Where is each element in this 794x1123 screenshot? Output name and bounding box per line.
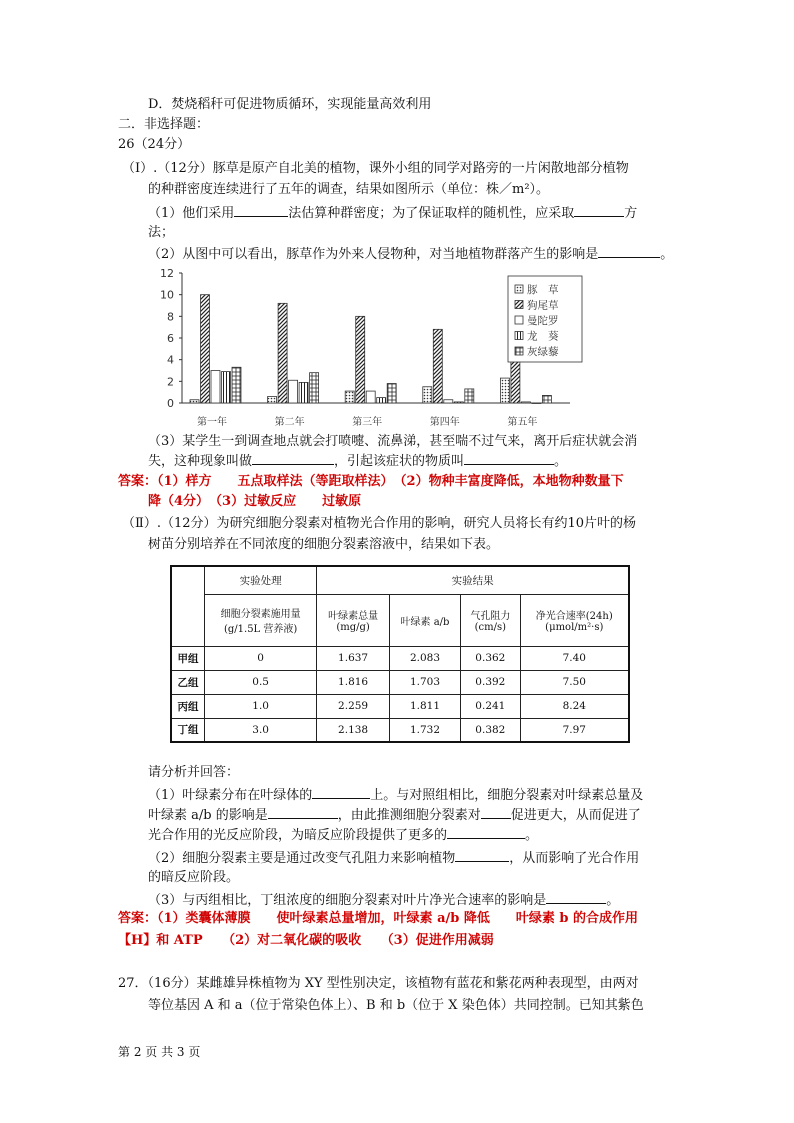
- chart-legend-label: 豚 草: [527, 284, 559, 296]
- chart-legend-swatch: [515, 301, 523, 309]
- table-cell: 2.259: [317, 694, 390, 718]
- table-cell: 1.816: [317, 670, 390, 694]
- chart-x-tick-label: 第二年: [274, 417, 305, 428]
- table-row-label: 甲组: [171, 646, 205, 670]
- chart-x-tick-label: 第五年: [507, 417, 538, 428]
- chart-bar: [211, 371, 220, 404]
- chart-bar: [444, 400, 453, 403]
- part1-answer-line2: 降（4分） （3）过敏反应 过敏原: [148, 494, 362, 509]
- page-footer: 第 2 页 共 3 页: [118, 1045, 201, 1059]
- table-group-header-results: 实验结果: [317, 566, 629, 594]
- part2-answer-line1: 答案：（1）类囊体薄膜 使叶绿素总量增加，叶绿素 a/b 降低 叶绿素 b 的合成作用: [118, 911, 639, 926]
- chart-y-tick-label: 2: [167, 375, 174, 389]
- table-cell: 1.732: [389, 718, 460, 742]
- chart-x-tick-label: 第一年: [197, 417, 227, 428]
- experiment-table: [170, 565, 630, 743]
- table-cell: 3.0: [205, 718, 317, 742]
- part1-answer-line1: 答案：（1）样方 五点取样法（等距取样法） （2）物种丰富度降低，本地物种数量下: [118, 474, 624, 489]
- chart-x-tick-label: 第三年: [352, 417, 383, 428]
- chart-bar: [500, 378, 509, 403]
- chart-bar: [232, 367, 241, 403]
- part1-intro-line1: （Ⅰ）.（12分）豚草是原产自北美的植物，课外小组的同学对路旁的一片闲散地部分植物: [122, 161, 629, 176]
- part2-ask: 请分析并回答：: [148, 765, 240, 780]
- question-26-title: 26（24分）: [118, 137, 191, 152]
- chart-legend-label: 灰绿藜: [527, 346, 559, 358]
- part2-q1-line3: 光合作用的光反应阶段，为暗反应阶段提供了更多的 。: [148, 828, 539, 843]
- chart-bar: [377, 398, 386, 403]
- chart-bar: [356, 316, 365, 403]
- table-row: [171, 646, 629, 670]
- table-cell: 2.083: [389, 646, 460, 670]
- table-cell: 8.24: [520, 694, 629, 718]
- part2-intro-line1: （Ⅱ）.（12分）为研究细胞分裂素对植物光合作用的影响，研究人员将长有约10片叶的杨: [122, 516, 637, 531]
- chart-x-tick-label: 第四年: [429, 417, 460, 428]
- table-cell: 0.5: [205, 670, 317, 694]
- part1-q3-line2: 失，这种现象叫做 ，引起该症状的物质叫 。: [148, 454, 568, 469]
- chart-bar: [366, 391, 375, 403]
- part2-q2-line2: 的暗反应阶段。: [148, 870, 240, 885]
- table-cell: 0.362: [461, 646, 520, 670]
- part2-intro-line2: 树苗分别培养在不同浓度的细胞分裂素溶液中，结果如下表。: [148, 537, 500, 552]
- chart-bar: [345, 391, 354, 403]
- chart-bar: [423, 387, 432, 403]
- chart-legend-swatch: [515, 316, 523, 324]
- chart-bar: [387, 384, 396, 404]
- part1-q1: （1）他们采用 法估算种群密度；为了保证取样的随机性，应采取 方: [148, 206, 638, 221]
- table-header-0: 细胞分裂素施用量 (g/1.5L 营养液): [205, 594, 317, 646]
- chart-legend-label: 曼陀罗: [527, 315, 559, 327]
- chart-y-tick-label: 6: [167, 332, 174, 345]
- question-27-line1: 27．（16分）某雌雄异株植物为 XY 型性别决定，该植物有蓝花和紫花两种表现型，由两对: [118, 976, 639, 991]
- chart-bar: [542, 395, 551, 403]
- population-density-chart: [150, 262, 590, 430]
- part2-q2-line1: （2）细胞分裂素主要是通过改变气孔阻力来影响植物 ，从而影响了光合作用: [148, 851, 640, 866]
- chart-bar: [190, 400, 199, 403]
- part2-q3: （3）与丙组相比，丁组浓度的细胞分裂素对叶片净光合速率的影响是 。: [148, 893, 620, 908]
- table-cell: 0.392: [461, 670, 520, 694]
- chart-bar: [532, 403, 541, 404]
- table-cell: 7.40: [520, 646, 629, 670]
- chart-legend-swatch: [515, 332, 523, 340]
- table-corner: [171, 566, 205, 646]
- chart-bar: [278, 303, 287, 403]
- chart-bar: [433, 329, 442, 403]
- chart-bar: [310, 373, 319, 403]
- chart-y-tick-label: 4: [167, 353, 174, 367]
- chart-bar: [201, 295, 210, 403]
- part1-q3-line1: （3）某学生一到调查地点就会打喷嚏、流鼻涕，甚至喘不过气来，离开后症状就会消: [148, 434, 638, 449]
- chart-bar: [222, 372, 231, 403]
- chart-bar: [465, 389, 474, 403]
- chart-bar: [454, 402, 463, 403]
- chart-legend-swatch: [515, 347, 523, 355]
- chart-legend-swatch: [515, 285, 523, 293]
- table-row: [171, 718, 629, 742]
- table-cell: 7.97: [520, 718, 629, 742]
- question-27-line2: 等位基因 A 和 a（位于常染色体上）、B 和 b（位于 X 染色体）共同控制。已知其紫色: [148, 998, 644, 1013]
- option-d: D．焚烧稻秆可促进物质循环，实现能量高效利用: [148, 97, 432, 112]
- table-row: [171, 694, 629, 718]
- table-cell: 0.241: [461, 694, 520, 718]
- chart-bar: [289, 380, 298, 403]
- table-row-label: 乙组: [171, 670, 205, 694]
- part2-q1-line1: （1）叶绿素分布在叶绿体的 上。与对照组相比，细胞分裂素对叶绿素总量及: [148, 788, 644, 803]
- part2-q1-line2: 叶绿素 a/b 的影响是 ，由此推测细胞分裂素对 促进更大，从而促进了: [148, 808, 641, 823]
- table-header-1: 叶绿素总量 (mg/g): [317, 594, 390, 646]
- part1-intro-line2: 的种群密度连续进行了五年的调查，结果如图所示（单位：株／m²）。: [148, 182, 550, 197]
- table-cell: 1.0: [205, 694, 317, 718]
- table-header-3: 气孔阻力 (cm/s): [461, 594, 520, 646]
- table-row-label: 丙组: [171, 694, 205, 718]
- table-cell: 1.703: [389, 670, 460, 694]
- table-cell: 0: [205, 646, 317, 670]
- chart-bar: [299, 382, 308, 403]
- part2-answer-line2: 【H】和 ATP （2）对二氧化碳的吸收 （3）促进作用减弱: [118, 933, 494, 948]
- table-header-4: 净光合速率(24h) (μmol/m²·s): [520, 594, 629, 646]
- part1-q1-cont: 法；: [148, 225, 175, 240]
- table-row-label: 丁组: [171, 718, 205, 742]
- chart-legend-label: 狗尾草: [527, 299, 559, 312]
- chart-y-tick-label: 8: [167, 310, 174, 324]
- table-cell: 0.382: [461, 718, 520, 742]
- table-header-2: 叶绿素 a/b: [389, 594, 460, 646]
- table-cell: 1.811: [389, 694, 460, 718]
- table-cell: 7.50: [520, 670, 629, 694]
- table-cell: 2.138: [317, 718, 390, 742]
- table-group-header-treatment: 实验处理: [205, 566, 317, 594]
- chart-y-tick-label: 0: [167, 397, 174, 410]
- chart-bar: [268, 397, 277, 404]
- table-row: [171, 670, 629, 694]
- chart-y-tick-label: 12: [160, 267, 174, 280]
- chart-bar: [521, 402, 530, 403]
- chart-y-tick-label: 10: [160, 288, 174, 302]
- chart-legend-label: 龙 葵: [527, 330, 559, 343]
- table-cell: 1.637: [317, 646, 390, 670]
- part1-q2: （2）从图中可以看出，豚草作为外来人侵物种，对当地植物群落产生的影响是 。: [148, 247, 674, 262]
- section-heading: 二．非选择题：: [118, 117, 210, 132]
